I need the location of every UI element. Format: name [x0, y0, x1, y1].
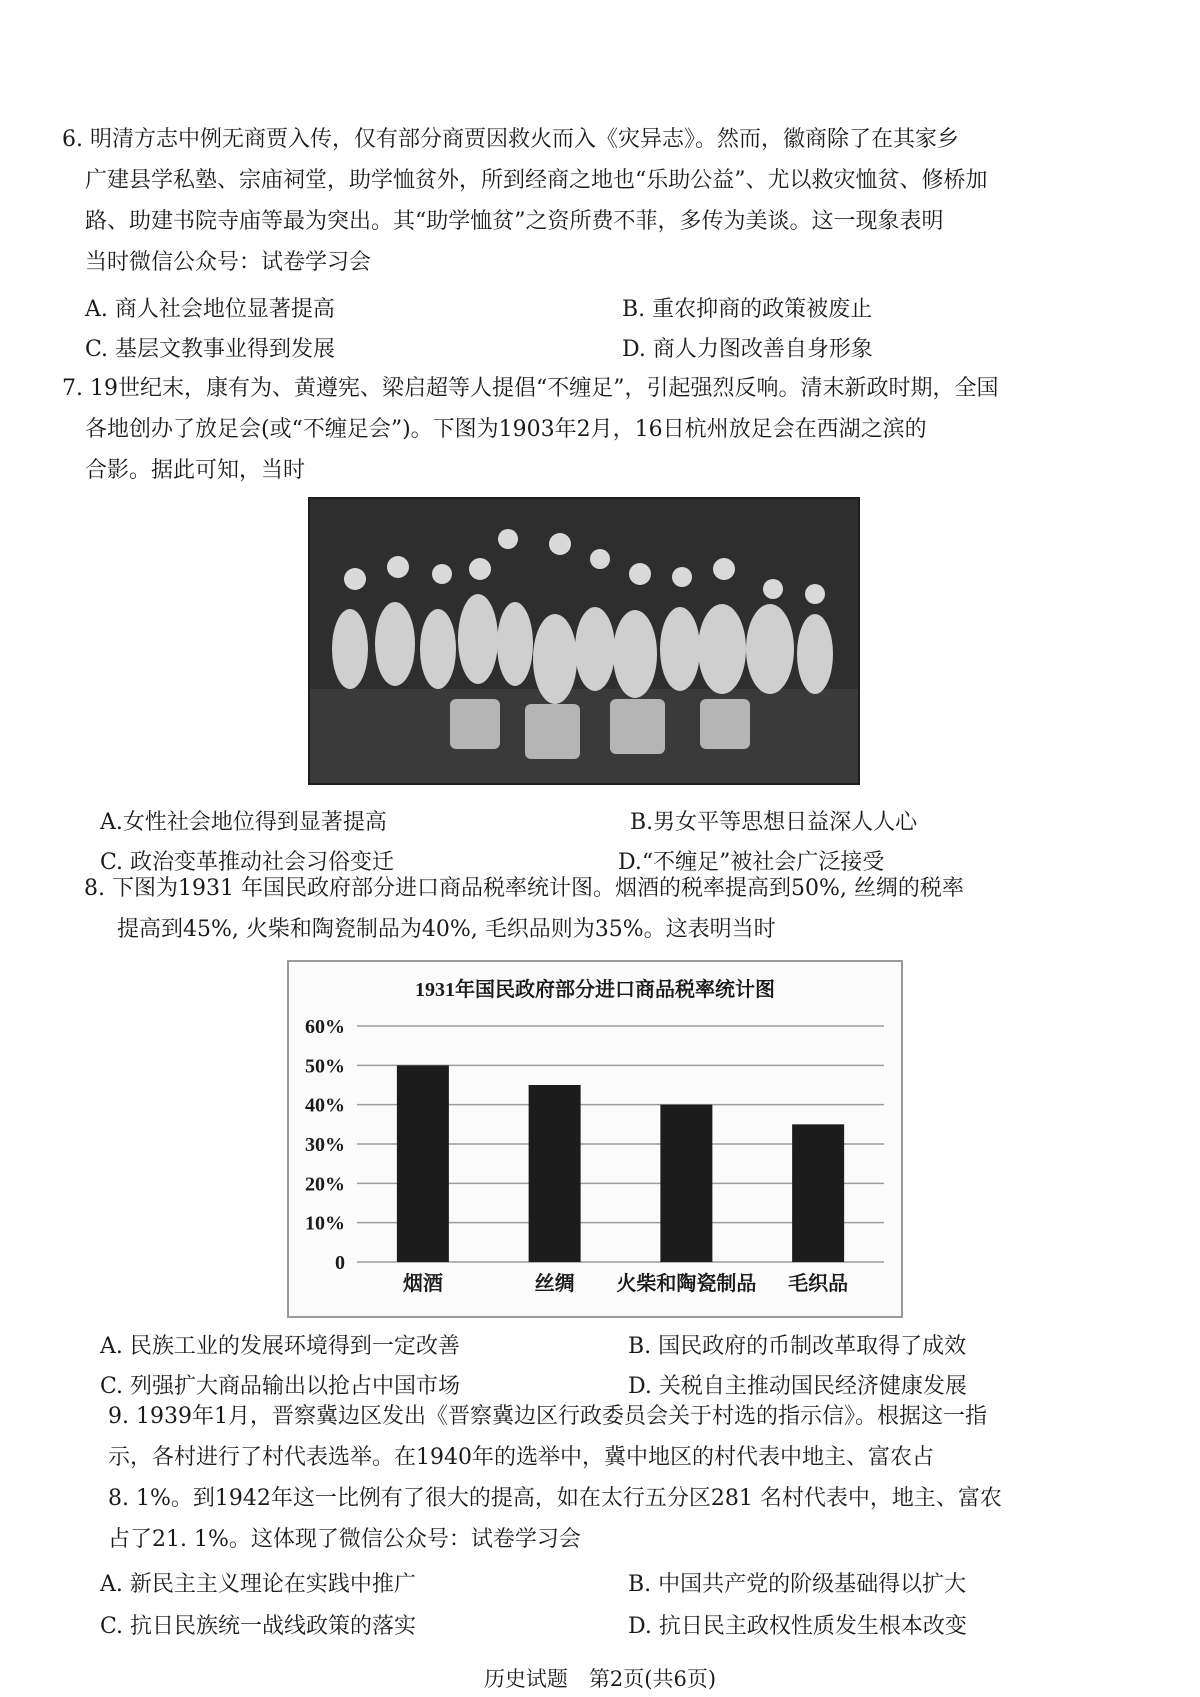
q9-option-b: B. 中国共产党的阶级基础得以扩大 [628, 1572, 967, 1597]
q6-option-b: B. 重农抑商的政策被废止 [622, 297, 873, 322]
x-tick-label: 毛织品 [788, 1273, 849, 1295]
q9-option-a: A. 新民主主义理论在实践中推广 [100, 1572, 416, 1597]
chart-title: 1931年国民政府部分进口商品税率统计图 [415, 979, 775, 1001]
question-9 [108, 1396, 1002, 1560]
question-8-line: 8. 下图为1931 年国民政府部分进口商品税率统计图。烟酒的税率提高到50%, 丝绸的税率 [84, 876, 964, 901]
x-tick-label: 丝绸 [534, 1273, 575, 1295]
question-7 [62, 368, 998, 491]
y-tick-label: 10% [305, 1212, 345, 1235]
tax-rate-chart [287, 960, 903, 1318]
q7-option-c: C. 政治变革推动社会习俗变迁 [100, 850, 395, 875]
question-6-line: 当时微信公众号：试卷学习会 [85, 250, 372, 275]
question-9-line: 8. 1%。到1942年这一比例有了很大的提高，如在太行五分区281 名村代表中，地主、富农 [108, 1486, 1002, 1511]
question-7-line: 合影。据此可知，当时 [85, 458, 306, 483]
question-6 [62, 119, 988, 283]
q6-option-d: D. 商人力图改善自身形象 [622, 337, 873, 362]
question-9-line: 9. 1939年1月，晋察冀边区发出《晋察冀边区行政委员会关于村选的指示信》。根据这一指 [108, 1404, 987, 1429]
q8-option-a: A. 民族工业的发展环境得到一定改善 [100, 1334, 460, 1359]
question-6-line: 6. 明清方志中例无商贾入传，仅有部分商贾因救火而入《灾异志》。然而，徽商除了在其家乡 [62, 127, 959, 152]
question-7-line: 7. 19世纪末，康有为、黄遵宪、梁启超等人提倡“不缠足”，引起强烈反响。清末新政时期，全国 [62, 376, 999, 401]
x-tick-label: 火柴和陶瓷制品 [616, 1273, 757, 1295]
tax-rate-chart-svg [289, 962, 901, 1316]
question-9-line: 示，各村进行了村代表选举。在1940年的选举中，冀中地区的村代表中地主、富农占 [108, 1445, 934, 1470]
bar [792, 1124, 844, 1262]
bar [529, 1085, 581, 1262]
x-tick-label: 烟酒 [402, 1273, 443, 1295]
q7-option-d: D.“不缠足”被社会广泛接受 [618, 850, 885, 875]
q8-option-d: D. 关税自主推动国民经济健康发展 [628, 1374, 967, 1399]
y-tick-label: 0 [335, 1252, 345, 1274]
question-8-line: 提高到45%, 火柴和陶瓷制品为40%, 毛织品则为35%。这表明当时 [117, 917, 776, 942]
group-photo [308, 497, 860, 785]
q9-option-d: D. 抗日民主政权性质发生根本改变 [628, 1614, 967, 1639]
group-photo-image [310, 499, 858, 783]
question-6-line: 广建县学私塾、宗庙祠堂，助学恤贫外，所到经商之地也“乐助公益”、尤以救灾恤贫、修桥加 [85, 168, 988, 193]
y-tick-label: 30% [305, 1134, 345, 1156]
y-tick-label: 60% [305, 1016, 345, 1038]
q9-option-c: C. 抗日民族统一战线政策的落实 [100, 1614, 417, 1639]
y-tick-label: 20% [305, 1173, 345, 1196]
q7-option-a: A.女性社会地位得到显著提高 [100, 810, 387, 835]
q8-option-b: B. 国民政府的币制改革取得了成效 [628, 1334, 967, 1359]
y-tick-label: 40% [305, 1094, 345, 1117]
bar [397, 1065, 449, 1262]
y-tick-label: 50% [305, 1055, 345, 1078]
question-9-line: 占了21. 1%。这体现了微信公众号：试卷学习会 [108, 1527, 581, 1552]
question-6-line: 路、助建书院寺庙等最为突出。其“助学恤贫”之资所费不菲，多传为美谈。这一现象表明 [85, 209, 944, 234]
question-8 [84, 868, 964, 950]
bar [660, 1105, 712, 1262]
q7-option-b: B.男女平等思想日益深人人心 [630, 810, 918, 835]
q8-option-c: C. 列强扩大商品输出以抢占中国市场 [100, 1374, 461, 1399]
page-footer: 历史试题 第2页(共6页) [483, 1667, 717, 1691]
q6-option-c: C. 基层文教事业得到发展 [85, 337, 336, 362]
question-7-line: 各地创办了放足会(或“不缠足会”)。下图为1903年2月，16日杭州放足会在西湖之滨的 [85, 417, 927, 442]
q6-option-a: A. 商人社会地位显著提高 [85, 297, 335, 322]
